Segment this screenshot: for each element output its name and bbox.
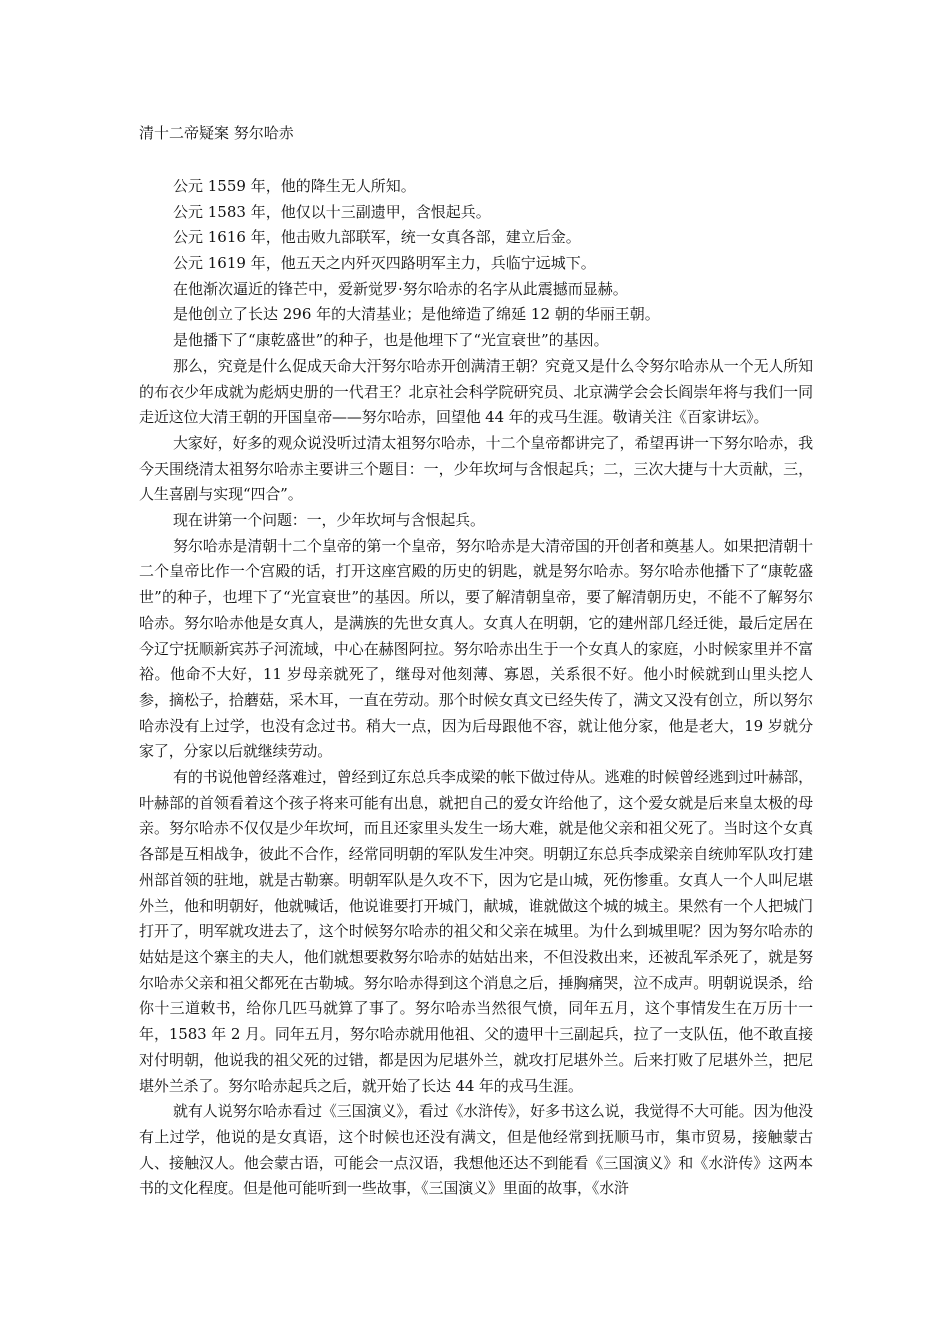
intro-line: 是他播下了“康乾盛世”的种子，也是他埋下了“光宣衰世”的基因。 <box>173 331 609 350</box>
paragraph: 大家好，好多的观众说没听过清太祖努尔哈赤，十二个皇帝都讲完了，希望再讲一下努尔哈赤，我今天围绕清太祖努尔哈赤主要讲三个题目：一，少年坎坷与含恨起兵；二，三次大捷与十大贡献，三，人生喜剧与实现“四合”。 <box>139 433 813 504</box>
paragraph: 有的书说他曾经落难过，曾经到辽东总兵李成梁的帐下做过侍从。逃难的时候曾经逃到过叶赫部，叶赫部的首领看着这个孩子将来可能有出息，就把自己的爱女许给他了，这个爱女就是后来皇太极的母亲。努尔哈赤不仅仅是少年坎坷，而且还家里头发生一场大难，就是他父亲和祖父死了。当时这个女真各部是互相战争，彼此不合作，经常同明朝的军队发生冲突。明朝辽东总兵李成梁亲自统帅军队攻打建州部首领的驻地，就是古勒寨。明朝军队是久攻不下，因为它是山城，死伤惨重。女真人一个人叫尼堪外兰，他和明朝好，他就喊话，他说谁要打开城门，献城，谁就做这个城的城主。果然有一个人把城门打开了，明军就攻进去了，这个时候努尔哈赤的祖父和父亲在城里。为什么到城里呢？因为努尔哈赤的姑姑是这个寨主的夫人，他们就想要救努尔哈赤的姑姑出来，不但没救出来，还被乱军杀死了，就是努尔哈赤父亲和祖父都死在古勒城。努尔哈赤得到这个消息之后，捶胸痛哭，泣不成声。明朝说误杀，给你十三道敕书，给你几匹马就算了事了。努尔哈赤当然很气愤，同年五月，这个事情发生在万历十一年，1583 年 2 月。同年五月，努尔哈赤就用他祖、父的遗甲十三副起兵，拉了一支队伍，他不敢直接对付明朝，他说我的祖父死的过错，都是因为尼堪外兰，就攻打尼堪外兰。后来打败了尼堪外兰，把尼堪外兰杀了。努尔哈赤起兵之后，就开始了长达 44 年的戎马生涯。 <box>139 768 813 1095</box>
intro-line: 公元 1619 年，他五天之内歼灭四路明军主力，兵临宁远城下。 <box>173 254 596 273</box>
intro-line: 公元 1583 年，他仅以十三副遗甲，含恨起兵。 <box>173 202 491 221</box>
intro-lines <box>139 174 813 354</box>
paragraph: 现在讲第一个问题：一，少年坎坷与含恨起兵。 <box>173 511 485 530</box>
body-text <box>139 354 813 1202</box>
paragraph: 努尔哈赤是清朝十二个皇帝的第一个皇帝，努尔哈赤是大清帝国的开创者和奠基人。如果把清朝十二个皇帝比作一个宫殿的话，打开这座宫殿的历史的钥匙，就是努尔哈赤。努尔哈赤他播下了“康乾盛世”的种子，也埋下了“光宣衰世”的基因。所以，要了解清朝皇帝，要了解清朝历史，不能不了解努尔哈赤。努尔哈赤他是女真人，是满族的先世女真人。女真人在明朝，它的建州部几经迁徙，最后定居在今辽宁抚顺新宾苏子河流域，中心在赫图阿拉。努尔哈赤出生于一个女真人的家庭，小时候家里并不富裕。他命不大好，11 岁母亲就死了，继母对他刻薄、寡恩，关系很不好。他小时候就到山里头挖人参，摘松子，拾蘑菇，采木耳，一直在劳动。那个时候女真文已经失传了，满文又没有创立，所以努尔哈赤没有上过学，也没有念过书。稍大一点，因为后母跟他不容，就让他分家，他是老大，19 岁就分家了，分家以后就继续劳动。 <box>139 536 813 761</box>
intro-line: 在他渐次逼近的锋芒中，爱新觉罗·努尔哈赤的名字从此震撼而显赫。 <box>173 279 628 298</box>
intro-line: 是他创立了长达 296 年的大清基业；是他缔造了绵延 12 朝的华丽王朝。 <box>173 305 660 324</box>
document-page <box>139 122 813 1202</box>
intro-line: 公元 1559 年，他的降生无人所知。 <box>173 177 416 195</box>
intro-line: 公元 1616 年，他击败九部联军，统一女真各部，建立后金。 <box>173 228 581 247</box>
document-title: 清十二帝疑案 努尔哈赤 <box>139 124 294 142</box>
paragraph: 那么，究竟是什么促成天命大汗努尔哈赤开创满清王朝？究竟又是什么令努尔哈赤从一个无人所知的布衣少年成就为彪炳史册的一代君王？北京社会科学院研究员、北京满学会会长阎崇年将与我们一同走近这位大清王朝的开国皇帝——努尔哈赤，回望他 44 年的戎马生涯。敬请关注《百家讲坛》。 <box>139 356 813 427</box>
paragraph: 就有人说努尔哈赤看过《三国演义》，看过《水浒传》，好多书这么说，我觉得不大可能。因为他没有上过学，他说的是女真语，这个时候也还没有满文，但是他经常到抚顺马市，集市贸易，接触蒙古人、接触汉人。他会蒙古语，可能会一点汉语，我想他还达不到能看《三国演义》和《水浒传》这两本书的文化程度。但是他可能听到一些故事，《三国演义》里面的故事，《水浒 <box>139 1102 813 1198</box>
